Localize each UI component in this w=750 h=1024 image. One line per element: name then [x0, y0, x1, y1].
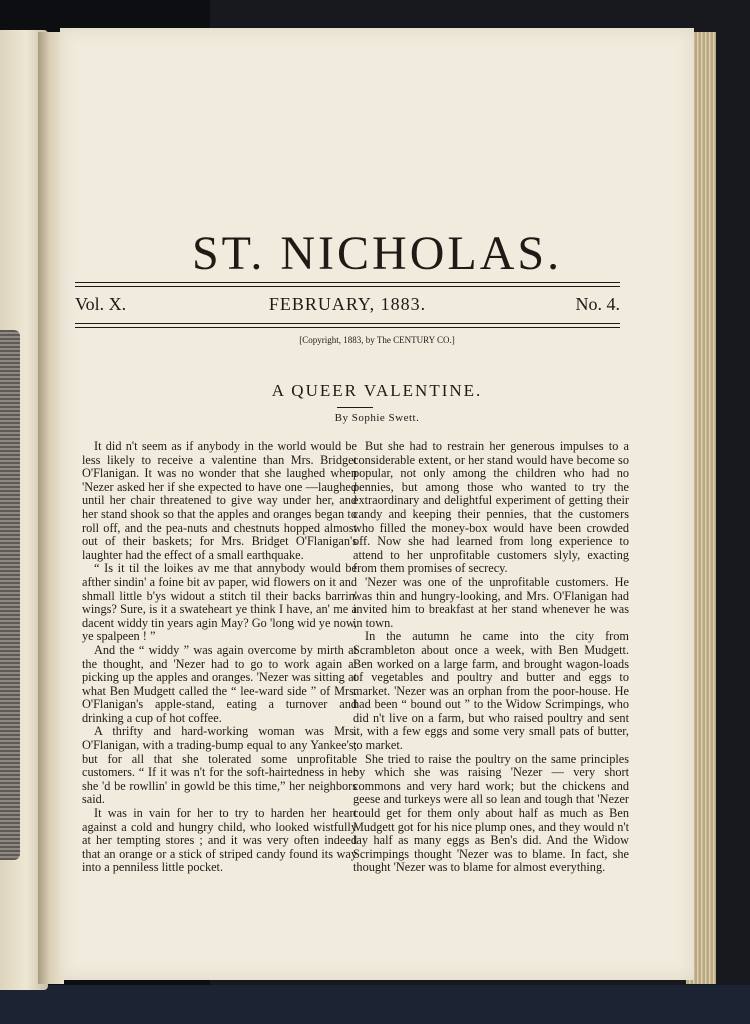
bottom-background — [0, 985, 750, 1024]
paragraph: “ Is it til the loikes av me that annybody would be afther sindin' a foine bit av paper, wid flowers on it and shmall little b'ys widout a stitch til their backs barrin' wings? Sure, is it a swateheart ye think I have, an' me a dacent widdy tin years agin May? Go 'long wid ye now, ye spalpeen ! ” — [82, 561, 357, 644]
volume-label: Vol. X. — [75, 294, 127, 314]
paragraph: It did n't seem as if anybody in the world would be less likely to receive a valentine than Mrs. Bridget O'Flanigan. It was no wonder that she laughed when 'Nezer asked her if she expected to have one —laughed until her chair threatened to give way under her, and her stand shook so that the apples and oranges began to roll off, and the pea-nuts and chestnuts hopped almost out of their baskets; for Mrs. Bridget O'Flanigan's laughter had the effect of a small earthquake. — [82, 439, 357, 562]
title-divider — [337, 407, 373, 408]
issue-number: No. 4. — [575, 294, 620, 314]
author-byline: By Sophie Swett. — [334, 412, 420, 424]
masthead-title: ST. NICHOLAS. — [191, 227, 563, 280]
story-title: A QUEER VALENTINE. — [271, 381, 483, 400]
right-text-column — [353, 440, 629, 875]
masthead-rule-top-inner — [75, 286, 620, 287]
paragraph: In the autumn he came into the city from Scrambleton about once a week, with Ben Mudgett. Ben worked on a large farm, and brought wagon-loads of vegetables and poultry and butter and eggs to market. 'Nezer was an orphan from the poor-house. He had been “ bound out ” to the Widow Scrimpings, who did n't live on a farm, but who raised poultry and sent it, with a few eggs and some very small pats of butter, to market. — [353, 629, 629, 753]
paragraph: And the “ widdy ” was again overcome by mirth at the thought, and 'Nezer had to go to work again at picking up the apples and oranges. 'Nezer was sitting at what Ben Mudgett called the “ lee-ward side ” of Mrs. O'Flanigan's apple-stand, eating a turnover and drinking a cup of hot coffee. — [82, 642, 357, 725]
left-text-column — [82, 440, 357, 875]
magazine-page — [60, 28, 694, 980]
paragraph: 'Nezer was one of the unprofitable customers. He was thin and hungry-looking, and Mrs. O'Flanigan had invited him to breakfast at her stand whenever he was in town. — [353, 574, 629, 630]
masthead-rule-bottom-inner — [75, 327, 620, 328]
paragraph: But she had to restrain her generous impulses to a considerable extent, or her stand would have become so popular, not only among the children who had no pennies, but among those who wanted to try the extraordinary and delightful experiment of getting their candy and keeping their pennies, that the customers who filled the money-box would have been crowded off. Now she had learned from long experience to attend to her unprofitable customers slyly, exacting from them promises of secrecy. — [353, 439, 629, 576]
left-page-engraving — [0, 330, 20, 860]
paragraph: It was in vain for her to try to harden her heart against a cold and hungry child, who looked wistfully at her tempting stores ; and it was very often indeed that an orange or a stick of striped candy found its way into a penniless little pocket. — [82, 806, 357, 875]
issue-line — [75, 294, 620, 318]
masthead-rule-bottom — [75, 323, 620, 324]
issue-date: FEBRUARY, 1883. — [268, 294, 427, 314]
copyright-notice: [Copyright, 1883, by The CENTURY CO.] — [299, 335, 455, 345]
masthead-rule-top — [75, 282, 620, 283]
paragraph: A thrifty and hard-working woman was Mrs. O'Flanigan, with a trading-bump equal to any Yankee's; but for all that she tolerated some unprofitable customers. “ If it was n't for the soft-hairtedness in her she 'd be rowllin' in gowld be this time,” her neighbors said. — [82, 724, 357, 807]
paragraph: She tried to raise the poultry on the same principles by which she was raising 'Nezer — very short commons and very hard work; but the chickens and geese and turkeys were all so lean and tough that 'Nezer could get for them only about half as much as Ben Mudgett got for his nice plump ones, and they would n't lay half as many eggs as Ben's did. And the Widow Scrimpings thought 'Nezer was to blame. In fact, she thought 'Nezer was to blame for almost everything. — [353, 751, 629, 875]
